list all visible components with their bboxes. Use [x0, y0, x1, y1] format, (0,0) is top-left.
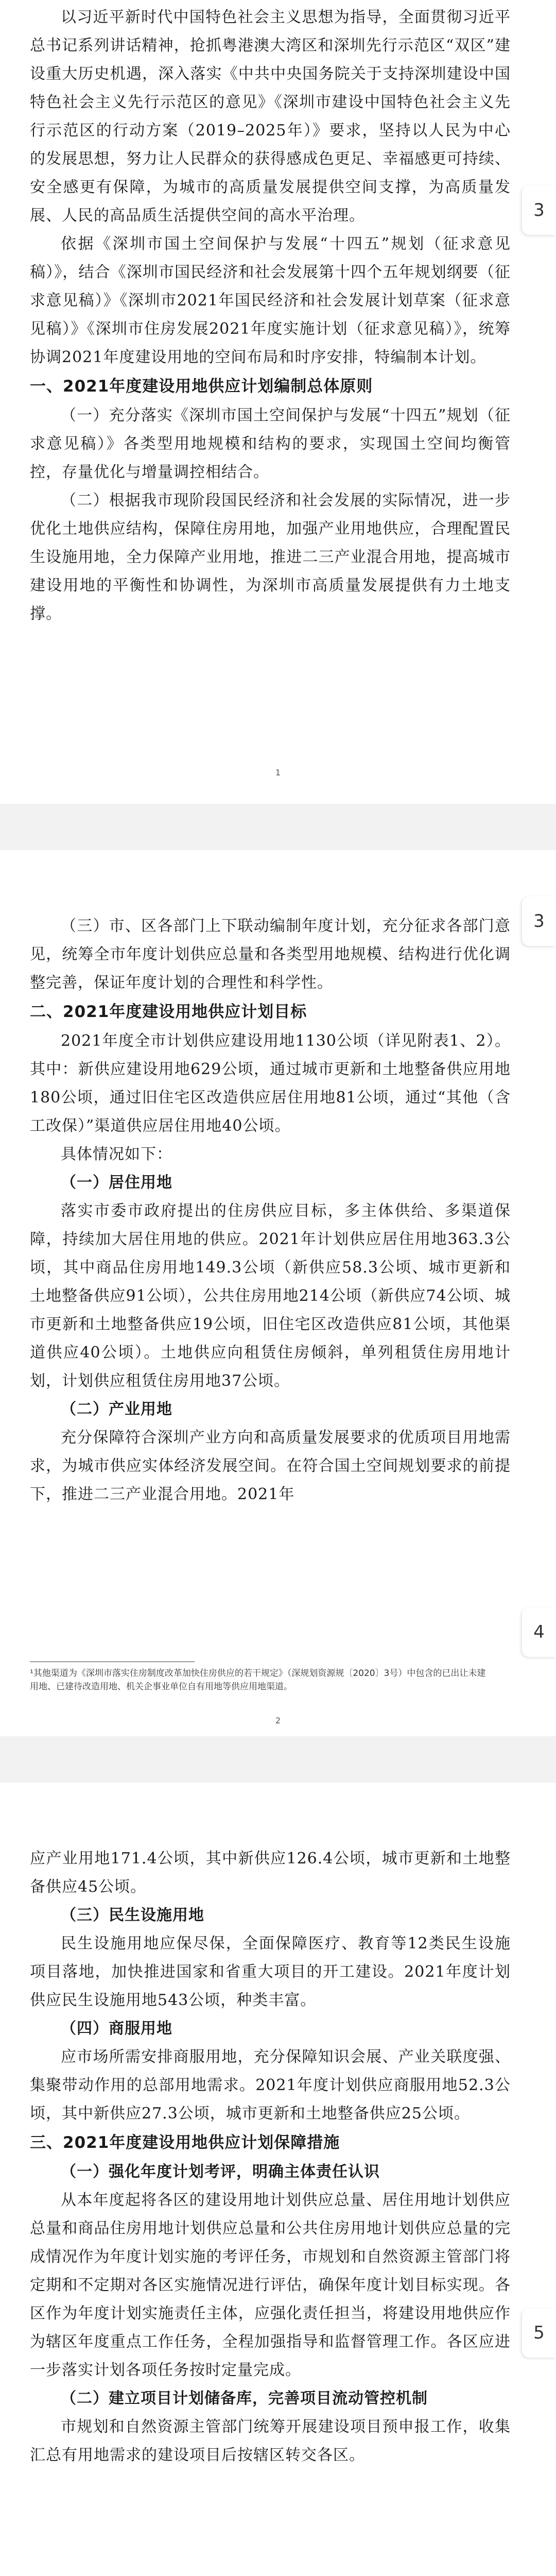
paragraph: 市规划和自然资源主管部门统筹开展建设项目预申报工作，收集汇总有用地需求的建设项目后按辖区转交各区。: [30, 2418, 511, 2464]
paragraph: 2021年度全市计划供应建设用地1130公顷（详见附表1、2）。其中：新供应建设用地629公顷，通过城市更新和土地整备供应用地180公顷，通过旧住宅区改造供应居住用地81公顷，通过“其他（含工改保）”渠道供应居住用地40公顷。: [30, 1032, 511, 1135]
page-jump-tab[interactable]: 5: [522, 2308, 556, 2358]
paragraph: 落实市委市政府提出的住房供应目标，多主体供给、多渠道保障，持续加大居住用地的供应。2021年计划供应居住用地363.3公顷，其中商品住房用地149.3公顷（新供应58.3公顷、城市更新和土地整备供应91公顷），公共住房用地214公顷（新供应74公顷、城市更新和土地整备供应19公顷，旧住宅区改造供应81公顷，其他渠道供应40公顷）。土地供应向租赁住房倾斜，单列租赁住房用地计划，计划供应租赁住房用地37公顷。: [30, 1202, 511, 1390]
footnote: ¹其他渠道为《深圳市落实住房制度改革加快住房供应的若干规定》（深规划资源规〔2020〕3号）中包含的已出让未建用地、已建待改造用地、机关企事业单位自有用地等供应用地渠道。: [30, 1668, 486, 1692]
page-number: 1: [275, 768, 281, 777]
subsection-heading: （二）建立项目计划储备库，完善项目流动管控机制: [61, 2389, 428, 2408]
subsection-heading: （一）居住用地: [61, 1174, 172, 1192]
paragraph: 从本年度起将各区的建设用地计划供应总量、居住用地计划供应总量和商品住房用地计划供应总量和公共住房用地计划供应总量的完成情况作为年度计划实施的考评任务，市规划和自然资源主管部门将定期和不定期对各区实施情况进行评估，确保年度计划目标实现。各区作为年度计划实施责任主体，应强化责任担当，将建设用地供应作为辖区年度重点工作任务，全程加强指导和监督管理工作。各区应进一步落实计划各项任务按时定量完成。: [30, 2191, 511, 2379]
section-heading: 二、2021年度建设用地供应计划目标: [30, 1003, 307, 1021]
paragraph: 民生设施用地应保尽保，全面保障医疗、教育等12类民生设施项目落地，加快推进国家和省重大项目的开工建设。2021年度计划供应民生设施用地543公顷，种类丰富。: [30, 1935, 511, 2009]
subsection-heading: （三）民生设施用地: [61, 1906, 204, 1924]
page-jump-tab[interactable]: 3: [522, 896, 556, 946]
paragraph: 充分保障符合深圳产业方向和高质量发展要求的优质项目用地需求，为城市供应实体经济发展空间。在符合国土空间规划要求的前提下，推进二三产业混合用地。2021年: [30, 1429, 511, 1503]
page-number: 2: [275, 1716, 281, 1725]
paragraph: （一）充分落实《深圳市国土空间保护与发展“十四五”规划（征求意见稿）》各类型用地规模和结构的要求，实现国土空间均衡管控，存量优化与增量调控相结合。: [30, 406, 511, 481]
paragraph: 应市场所需安排商服用地，充分保障知识会展、产业关联度强、集聚带动作用的总部用地需求。2021年度计划供应商服用地52.3公顷，其中新供应27.3公顷，城市更新和土地整备供应25公顷。: [30, 2048, 511, 2123]
paragraph: 应产业用地171.4公顷，其中新供应126.4公顷，城市更新和土地整备供应45公顷。: [30, 1850, 511, 1896]
paragraph: （二）根据我市现阶段国民经济和社会发展的实际情况，进一步优化土地供应结构，保障住房用地，加强产业用地供应，合理配置民生设施用地，全力保障产业用地，推进二三产业混合用地，提高城市建设用地的平衡性和协调性，为深圳市高质量发展提供有力土地支撑。: [30, 492, 511, 623]
subsection-heading: （二）产业用地: [61, 1400, 172, 1418]
document-page-1: [0, 0, 556, 804]
paragraph: 依据《深圳市国土空间保护与发展“十四五”规划（征求意见稿）》，结合《深圳市国民经济和社会发展第十四个五年规划纲要（征求意见稿）》《深圳市2021年国民经济和社会发展计划草案（征求意见稿）》《深圳市住房发展2021年度实施计划（征求意见稿）》，统筹协调2021年度建设用地的空间布局和时序安排，特编制本计划。: [30, 235, 511, 366]
paragraph: 以习近平新时代中国特色社会主义思想为指导，全面贯彻习近平总书记系列讲话精神，抢抓粤港澳大湾区和深圳先行示范区“双区”建设重大历史机遇，深入落实《中共中央国务院关于支持深圳建设中国特色社会主义先行示范区的意见》《深圳市建设中国特色社会主义先行示范区的行动方案（2019–2025年）》要求，坚持以人民为中心的发展思想，努力让人民群众的获得感成色更足、幸福感更可持续、安全感更有保障，为城市的高质量发展提供空间支撑，为高质量发展、人民的高品质生活提供空间的高水平治理。: [30, 8, 511, 225]
paragraph: （三）市、区各部门上下联动编制年度计划，充分征求各部门意见，统筹全市年度计划供应总量和各类型用地规模、结构进行优化调整完善，保证年度计划的合理性和科学性。: [30, 917, 511, 992]
page-jump-tab[interactable]: 4: [522, 1607, 556, 1657]
page-jump-tab[interactable]: 3: [522, 185, 556, 235]
document-page-2: [0, 850, 556, 1736]
section-heading: 一、2021年度建设用地供应计划编制总体原则: [30, 377, 373, 396]
document-page-3: [0, 1783, 556, 2576]
subsection-heading: （四）商服用地: [61, 2020, 172, 2038]
paragraph: 具体情况如下：: [61, 1145, 172, 1163]
section-heading: 三、2021年度建设用地供应计划保障措施: [30, 2133, 340, 2152]
subsection-heading: （一）强化年度计划考评，明确主体责任认识: [61, 2163, 380, 2181]
